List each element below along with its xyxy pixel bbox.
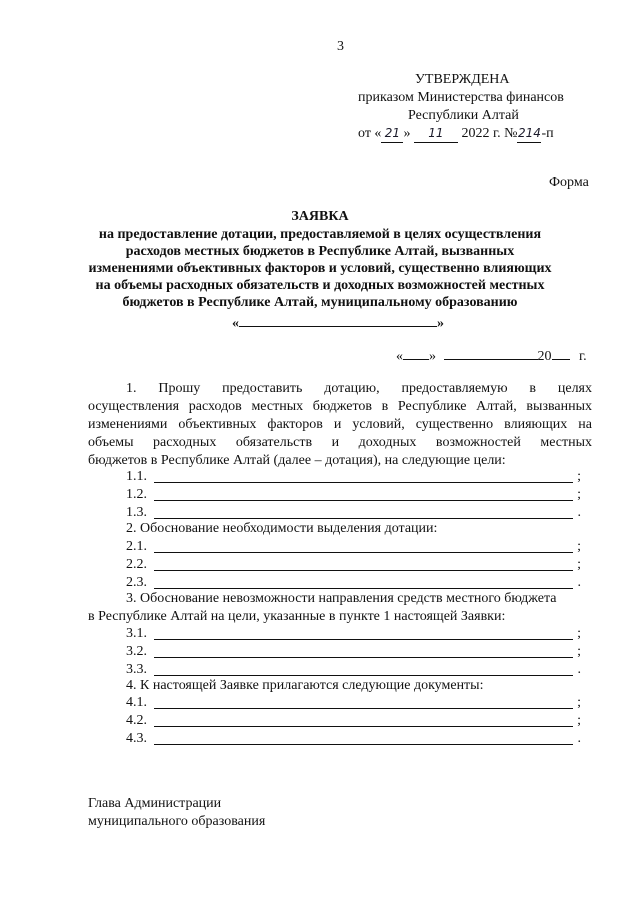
approval-number: 214 xyxy=(517,125,541,143)
item-1-3[interactable] xyxy=(126,504,581,521)
item-number: 4.2. xyxy=(126,713,147,728)
item-number: 4.3. xyxy=(126,731,147,746)
section2-title: 2. Обоснование необходимости выделения дотации: xyxy=(126,521,438,536)
submission-date xyxy=(396,346,587,365)
item-number: 1.2. xyxy=(126,487,147,502)
item-3-2[interactable] xyxy=(126,643,581,660)
month-field[interactable] xyxy=(444,346,538,360)
item-number: 2.3. xyxy=(126,575,147,590)
item-number: 1.3. xyxy=(126,505,147,520)
item-2-3[interactable] xyxy=(126,574,581,591)
item-number: 1.1. xyxy=(126,469,147,484)
item-end: . xyxy=(577,662,581,677)
section1-line-1: 1. Прошу предоставить дотацию, предоставляемую в целях xyxy=(126,381,592,396)
approval-date xyxy=(358,125,554,143)
item-4-3[interactable] xyxy=(126,730,581,747)
section3-line-1: 3. Обоснование невозможности направления средств местного бюджета xyxy=(126,591,557,606)
heading-line-5: бюджетов в Республике Алтай, муниципальному образованию xyxy=(122,295,518,310)
heading-title: ЗАЯВКА xyxy=(291,209,349,224)
item-number: 3.1. xyxy=(126,626,147,641)
item-end: ; xyxy=(577,626,581,641)
date-suffix: 2022 г. № xyxy=(461,126,518,141)
section1-line-5: бюджетов в Республике Алтай (далее – дотация), на следующие цели: xyxy=(88,453,506,468)
item-3-1[interactable] xyxy=(126,625,581,642)
item-number: 3.2. xyxy=(126,644,147,659)
signature-line-2: муниципального образования xyxy=(88,814,266,829)
item-4-2[interactable] xyxy=(126,712,581,729)
section3-line-2: в Республике Алтай на цели, указанные в пункте 1 настоящей Заявки: xyxy=(88,609,506,624)
number-suffix: -п xyxy=(541,126,554,141)
item-4-1[interactable] xyxy=(126,694,581,711)
year-field[interactable] xyxy=(552,346,570,360)
year-suffix: г. xyxy=(579,349,587,364)
item-end: ; xyxy=(577,487,581,502)
heading-line-2: расходов местных бюджетов в Республике Алтай, вызванных xyxy=(125,244,515,259)
item-number: 2.2. xyxy=(126,557,147,572)
item-1-2[interactable] xyxy=(126,486,581,503)
item-2-2[interactable] xyxy=(126,556,581,573)
item-end: ; xyxy=(577,539,581,554)
approval-day: 21 xyxy=(381,125,403,143)
item-2-1[interactable] xyxy=(126,538,581,555)
approval-month: 11 xyxy=(414,125,458,143)
municipality-field[interactable] xyxy=(239,312,437,327)
item-number: 3.3. xyxy=(126,662,147,677)
item-1-1[interactable] xyxy=(126,468,581,485)
approval-title: УТВЕРЖДЕНА xyxy=(415,72,510,87)
item-number: 4.1. xyxy=(126,695,147,710)
section1-line-4: объемы расходных обязательств и доходных возможностей местных xyxy=(88,435,592,450)
item-end: ; xyxy=(577,469,581,484)
section1-line-2: осуществления расходов местных бюджетов в Республике Алтай, вызванных xyxy=(88,399,592,414)
form-label: Форма xyxy=(549,175,589,190)
signature-line-1: Глава Администрации xyxy=(88,796,222,811)
approval-line-1: приказом Министерства финансов xyxy=(358,90,564,105)
approval-line-2: Республики Алтай xyxy=(408,108,519,123)
heading-line-4: на объемы расходных обязательств и доходных возможностей местных xyxy=(95,278,545,293)
item-end: . xyxy=(577,731,581,746)
date-open: « xyxy=(396,349,403,364)
item-end: ; xyxy=(577,695,581,710)
item-end: ; xyxy=(577,557,581,572)
quote-open: « xyxy=(232,316,239,331)
item-3-3[interactable] xyxy=(126,661,581,678)
heading-line-1: на предоставление дотации, предоставляемой в целях осуществления xyxy=(98,227,542,242)
page-number: 3 xyxy=(337,39,344,54)
item-number: 2.1. xyxy=(126,539,147,554)
date-close: » xyxy=(429,349,436,364)
date-prefix: от « xyxy=(358,126,382,141)
item-end: . xyxy=(577,505,581,520)
quote-close: » xyxy=(437,316,444,331)
heading-line-3: изменениями объективных факторов и условий, существенно влияющих xyxy=(88,261,552,276)
day-field[interactable] xyxy=(403,346,429,360)
date-mid: » xyxy=(403,126,411,141)
year-prefix: 20 xyxy=(537,349,552,364)
item-end: ; xyxy=(577,713,581,728)
item-end: . xyxy=(577,575,581,590)
section1-line-3: изменениями объективных факторов и условий, существенно влияющих на xyxy=(88,417,592,432)
municipality-blank xyxy=(232,312,444,332)
section4-title: 4. К настоящей Заявке прилагаются следующие документы: xyxy=(126,678,484,693)
item-end: ; xyxy=(577,644,581,659)
